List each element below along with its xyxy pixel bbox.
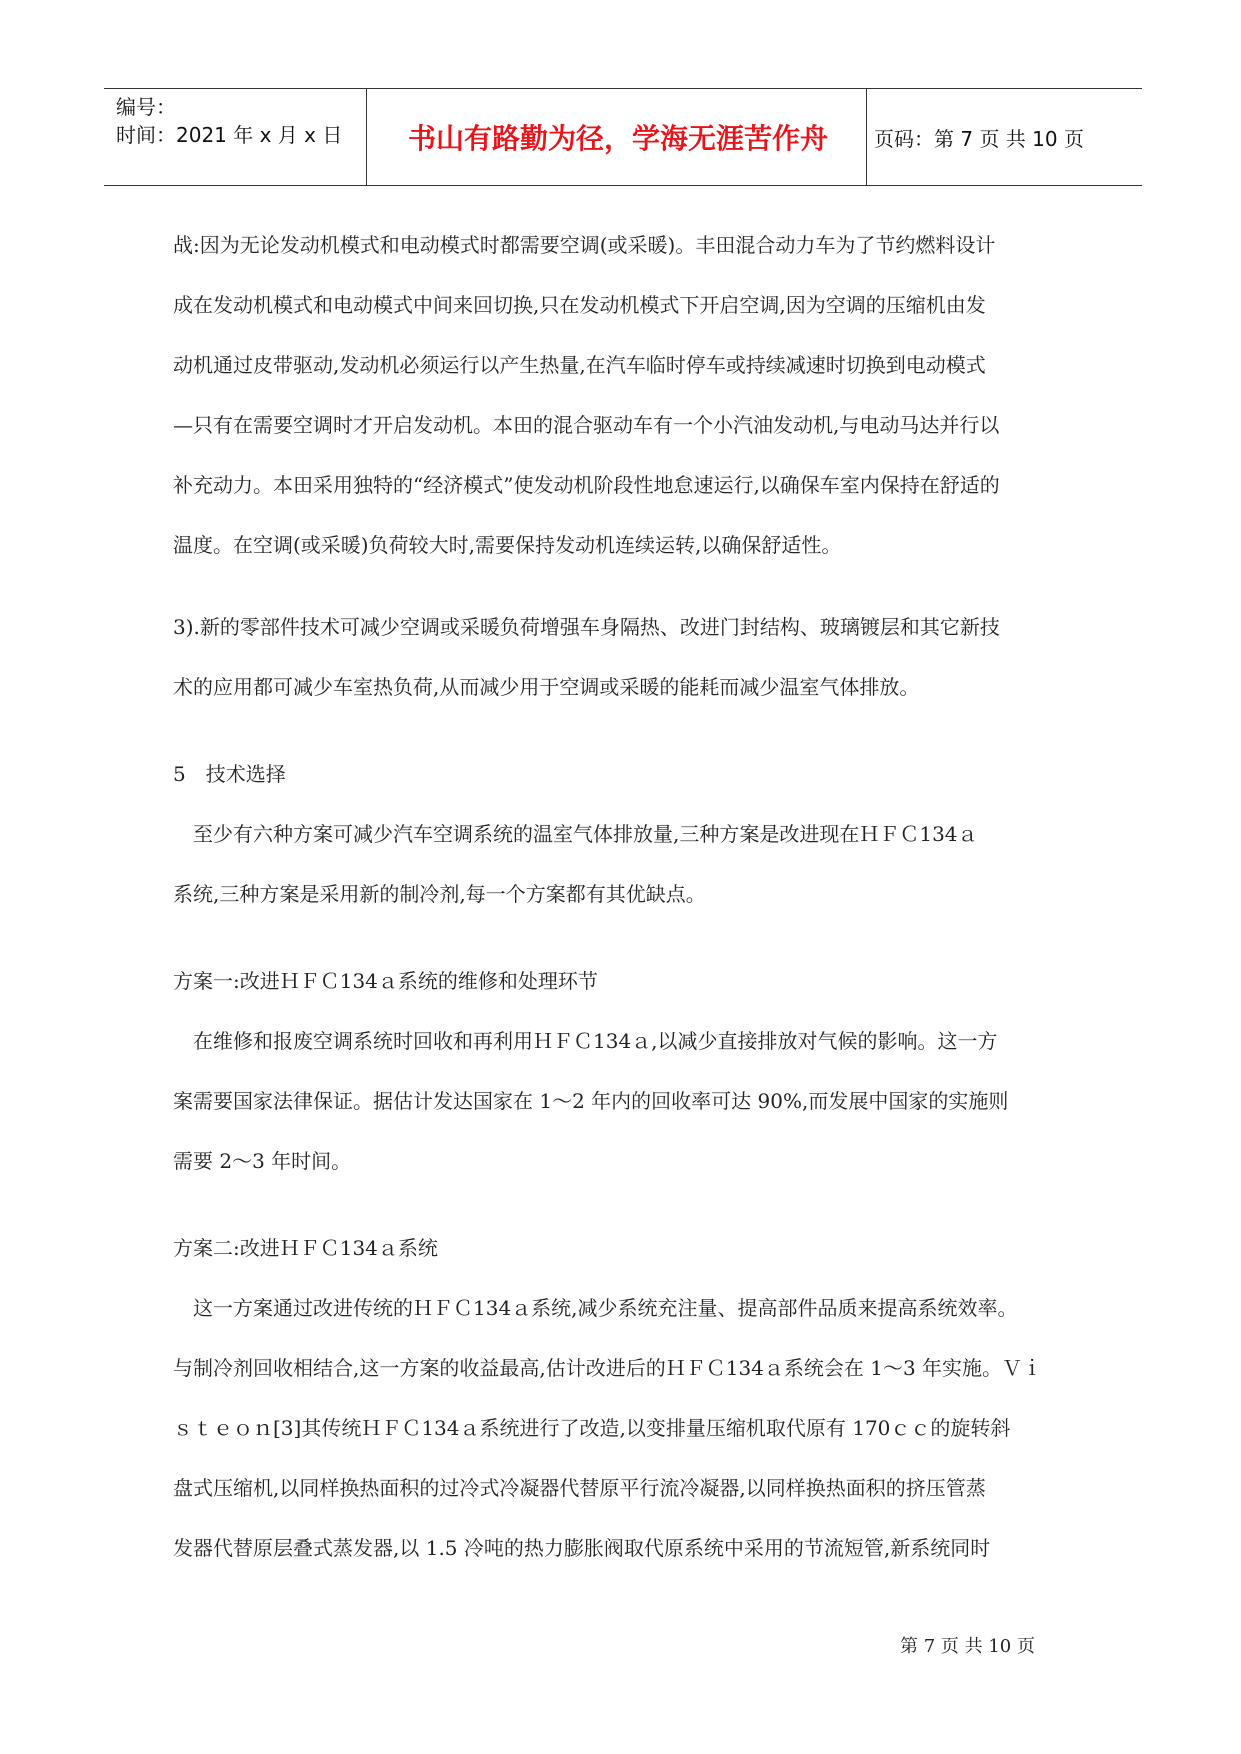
scheme-one-title: 方案一:改进ＨＦＣ134ａ系统的维修和处理环节	[173, 969, 598, 993]
text-line: 系统,三种方案是采用新的制冷剂,每一个方案都有其优缺点。	[173, 882, 706, 906]
text-line: 动机通过皮带驱动,发动机必须运行以产生热量,在汽车临时停车或持续减速时切换到电动模式	[173, 353, 986, 377]
section-heading: 5 技术选择	[173, 762, 286, 786]
paragraph-scheme-one	[173, 1011, 1073, 1191]
text-line: 与制冷剂回收相结合,这一方案的收益最高,估计改进后的ＨＦＣ134ａ系统会在 1～3 年实施。Ｖｉ	[173, 1356, 1043, 1380]
text-line: 盘式压缩机,以同样换热面积的过冷式冷凝器代替原平行流冷凝器,以同样换热面积的挤压管蒸	[173, 1476, 986, 1500]
paragraph-hybrid-vehicles	[173, 215, 1073, 575]
page-footer: 第 7 页 共 10 页	[900, 1636, 1035, 1657]
text-line: 温度。在空调(或采暖)负荷较大时,需要保持发动机连续运转,以确保舒适性。	[173, 533, 842, 557]
header-meta	[116, 93, 366, 149]
header-motto: 书山有路勤为径，学海无涯苦作舟	[407, 122, 828, 155]
header-divider	[366, 89, 367, 185]
text-line: —只有在需要空调时才开启发动机。本田的混合驱动车有一个小汽油发动机,与电动马达并行以	[173, 413, 1000, 437]
header-divider	[866, 89, 867, 185]
text-line: 术的应用都可减少车室热负荷,从而减少用于空调或采暖的能耗而减少温室气体排放。	[173, 675, 920, 699]
paragraph-scheme-two	[173, 1278, 1073, 1578]
text-line: 案需要国家法律保证。据估计发达国家在 1～2 年内的回收率可达 90%,而发展中国家的实施则	[173, 1089, 1009, 1113]
document-number-label: 编号：	[116, 95, 176, 119]
page-header	[104, 88, 1142, 186]
text-line: 补充动力。本田采用独特的“经济模式”使发动机阶段性地怠速运行,以确保车室内保持在舒适的	[173, 473, 1000, 497]
text-line: 发器代替原层叠式蒸发器,以 1.5 冷吨的热力膨胀阀取代原系统中采用的节流短管,新系统同时	[173, 1536, 991, 1560]
header-page-info: 页码：第 7 页 共 10 页	[874, 126, 1084, 151]
text-line: ｓｔｅｏｎ[3]其传统ＨＦＣ134ａ系统进行了改造,以变排量压缩机取代原有 170ｃｃ的旋转斜	[173, 1416, 1011, 1440]
paragraph-technology-options	[173, 804, 1073, 924]
document-date: 时间：2021 年 x 月 x 日	[116, 123, 343, 147]
text-line: 需要 2～3 年时间。	[173, 1149, 352, 1173]
text-line: 在维修和报废空调系统时回收和再利用ＨＦＣ134ａ,以减少直接排放对气候的影响。这一方	[173, 1029, 998, 1053]
text-line: 至少有六种方案可减少汽车空调系统的温室气体排放量,三种方案是改进现在ＨＦＣ134ａ	[173, 822, 978, 846]
scheme-two-title: 方案二:改进ＨＦＣ134ａ系统	[173, 1236, 438, 1260]
text-line: 成在发动机模式和电动模式中间来回切换,只在发动机模式下开启空调,因为空调的压缩机由发	[173, 293, 986, 317]
text-line: 这一方案通过改进传统的ＨＦＣ134ａ系统,减少系统充注量、提高部件品质来提高系统效率。	[173, 1296, 1018, 1320]
text-line: 3).新的零部件技术可减少空调或采暖负荷增强车身隔热、改进门封结构、玻璃镀层和其它新技	[173, 615, 1000, 639]
text-line: 战:因为无论发动机模式和电动模式时都需要空调(或采暖)。丰田混合动力车为了节约燃料设计	[173, 233, 996, 257]
paragraph-component-technology	[173, 597, 1073, 717]
